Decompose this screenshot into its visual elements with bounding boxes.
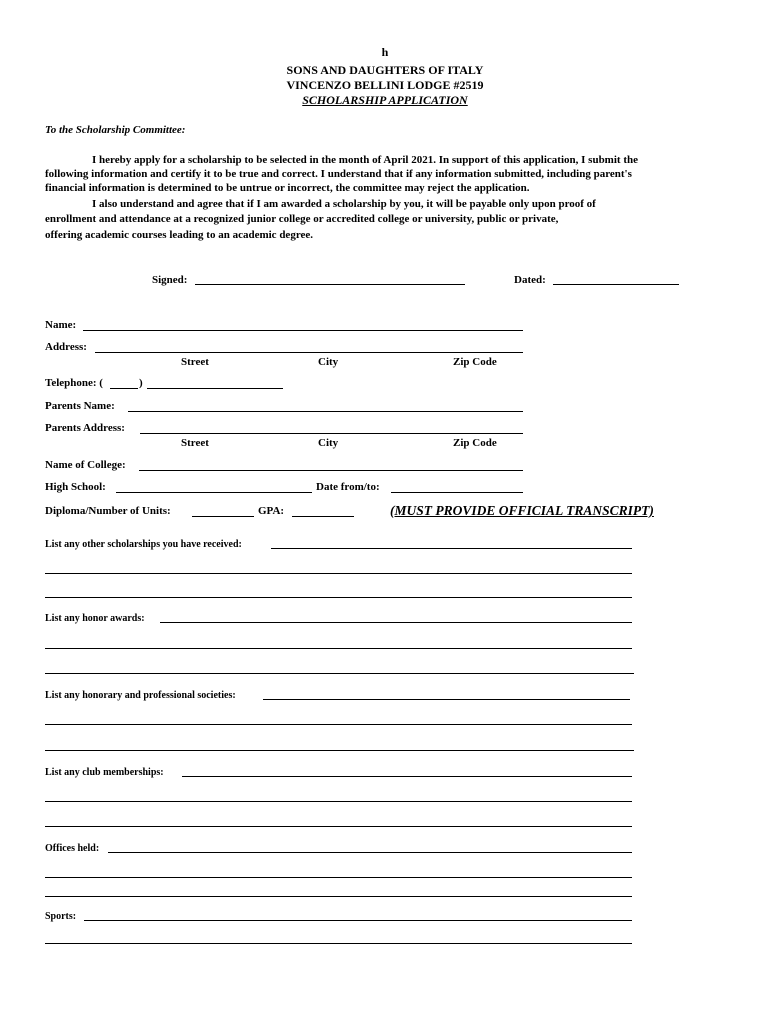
- parents-name-field[interactable]: [128, 411, 523, 412]
- paragraph1-line1: I hereby apply for a scholarship to be selected in the month of April 2021. In support of this application, I submit the: [92, 154, 638, 166]
- lodge-name: VINCENZO BELLINI LODGE #2519: [286, 78, 484, 92]
- offices-label: Offices held:: [45, 843, 100, 854]
- signed-field[interactable]: [195, 284, 465, 285]
- parents-zip-caption: Zip Code: [453, 437, 497, 449]
- form-title: SCHOLARSHIP APPLICATION: [302, 93, 468, 107]
- honor-awards-field-1[interactable]: [160, 622, 632, 623]
- paragraph2-line1: I also understand and agree that if I am awarded a scholarship by you, it will be payable only upon proof of: [92, 198, 596, 210]
- sports-field-1[interactable]: [84, 920, 632, 921]
- org-name: SONS AND DAUGHTERS OF ITALY: [286, 63, 484, 77]
- date-from-to-label: Date from/to:: [316, 481, 380, 493]
- header-mark: h: [381, 45, 389, 59]
- paragraph2-line3: offering academic courses leading to an academic degree.: [45, 229, 314, 241]
- scholarships-label: List any other scholarships you have received:: [45, 539, 242, 550]
- address-zip-caption: Zip Code: [453, 356, 497, 368]
- name-label: Name:: [45, 319, 77, 331]
- address-label: Address:: [45, 341, 87, 353]
- transcript-note: (MUST PROVIDE OFFICIAL TRANSCRIPT): [390, 503, 654, 518]
- paragraph2-line2: enrollment and attendance at a recognized junior college or accredited college or university, public or private,: [45, 213, 559, 225]
- scholarships-field-1[interactable]: [271, 548, 632, 549]
- high-school-field[interactable]: [116, 492, 312, 493]
- signed-label: Signed:: [152, 274, 188, 286]
- salutation: To the Scholarship Committee:: [45, 124, 186, 136]
- societies-field-3[interactable]: [45, 750, 634, 751]
- scholarships-field-3[interactable]: [45, 597, 632, 598]
- societies-field-1[interactable]: [263, 699, 630, 700]
- high-school-label: High School:: [45, 481, 106, 493]
- parents-address-field[interactable]: [140, 433, 523, 434]
- clubs-field-3[interactable]: [45, 826, 632, 827]
- honor-awards-label: List any honor awards:: [45, 613, 145, 624]
- telephone-label: Telephone: (: [45, 377, 103, 389]
- diploma-label: Diploma/Number of Units:: [45, 505, 171, 517]
- dated-label: Dated:: [514, 274, 546, 286]
- gpa-label: GPA:: [258, 505, 285, 517]
- sports-field-2[interactable]: [45, 943, 632, 944]
- college-field[interactable]: [139, 470, 523, 471]
- parents-street-caption: Street: [181, 437, 209, 449]
- offices-field-2[interactable]: [45, 877, 632, 878]
- paragraph1-line2: following information and certify it to be true and correct. I understand that if any information submitted, including parent's: [45, 168, 632, 180]
- address-city-caption: City: [318, 356, 339, 368]
- sports-label: Sports:: [45, 911, 77, 922]
- offices-field-1[interactable]: [108, 852, 632, 853]
- honor-awards-field-3[interactable]: [45, 673, 634, 674]
- dated-field[interactable]: [553, 284, 679, 285]
- date-from-to-field[interactable]: [391, 492, 523, 493]
- diploma-field[interactable]: [192, 516, 254, 517]
- scholarships-field-2[interactable]: [45, 573, 632, 574]
- address-field[interactable]: [95, 352, 523, 353]
- paragraph1-line3: financial information is determined to be untrue or incorrect, the committee may reject the application.: [45, 182, 530, 194]
- clubs-label: List any club memberships:: [45, 767, 164, 778]
- telephone-area-code-field[interactable]: [110, 388, 138, 389]
- parents-address-label: Parents Address:: [45, 422, 125, 434]
- societies-field-2[interactable]: [45, 724, 632, 725]
- clubs-field-1[interactable]: [182, 776, 632, 777]
- societies-label: List any honorary and professional societies:: [45, 690, 236, 701]
- name-field[interactable]: [83, 330, 523, 331]
- clubs-field-2[interactable]: [45, 801, 632, 802]
- honor-awards-field-2[interactable]: [45, 648, 632, 649]
- parents-city-caption: City: [318, 437, 339, 449]
- address-street-caption: Street: [181, 356, 209, 368]
- college-label: Name of College:: [45, 459, 126, 471]
- parents-name-label: Parents Name:: [45, 400, 115, 412]
- gpa-field[interactable]: [292, 516, 354, 517]
- offices-field-3[interactable]: [45, 896, 632, 897]
- telephone-close-paren: ): [139, 377, 143, 389]
- telephone-number-field[interactable]: [147, 388, 283, 389]
